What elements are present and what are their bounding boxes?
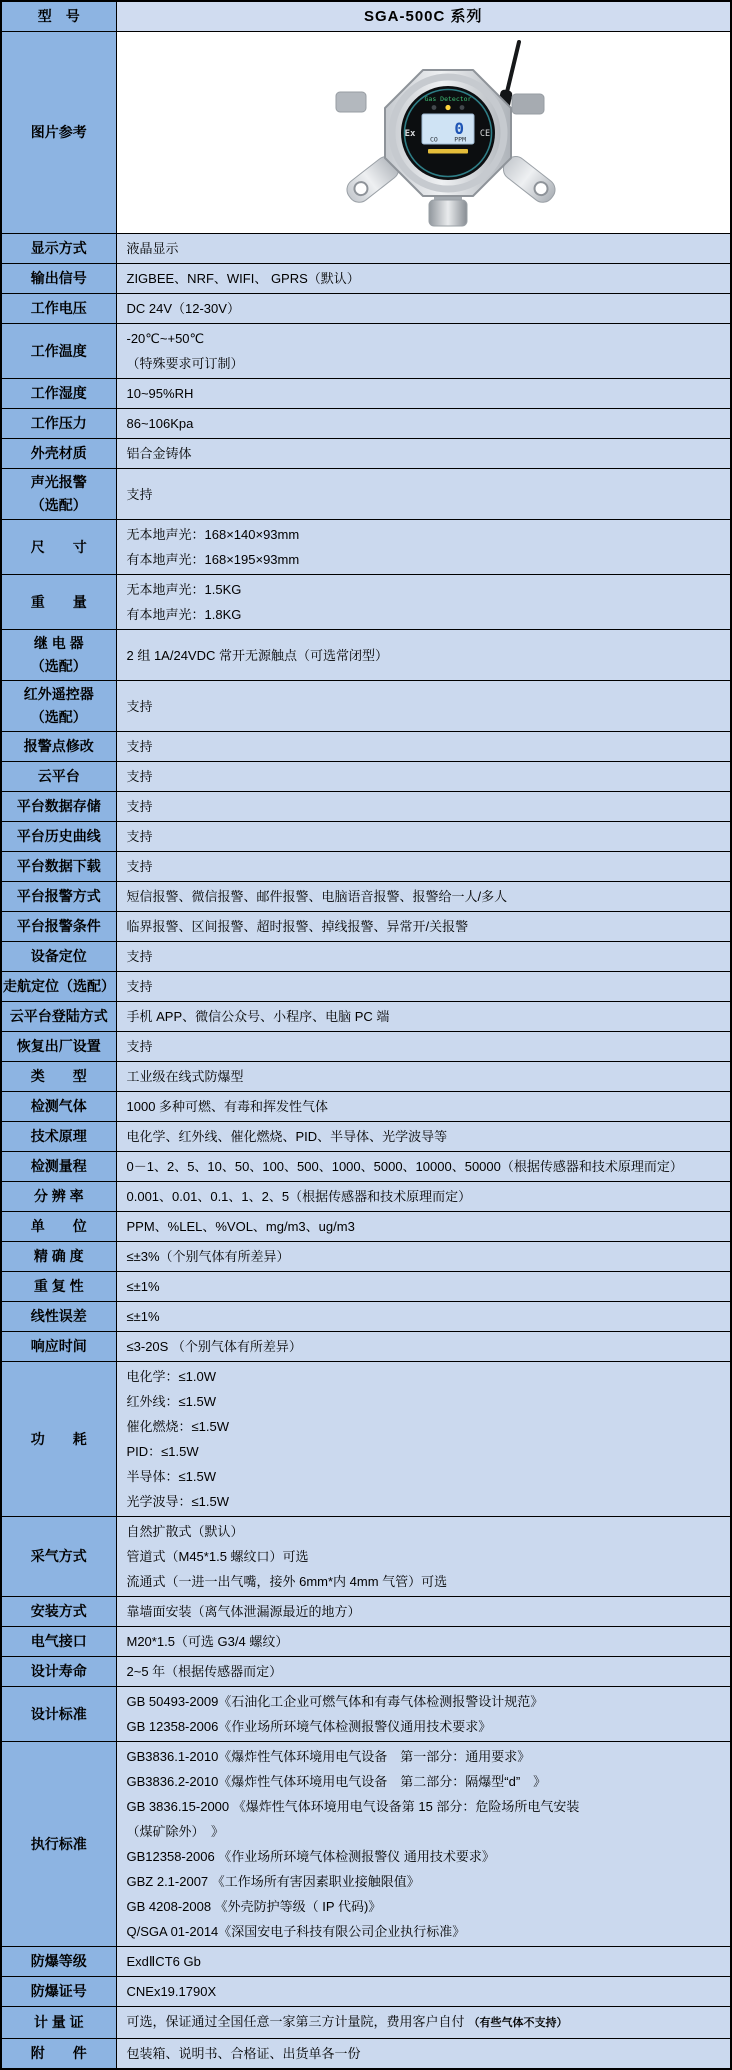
spec-value: [116, 439, 731, 469]
device-brand-label: Gas Detector: [424, 95, 472, 103]
spec-label: [1, 409, 116, 439]
spec-label-line: 走航定位（选配）: [3, 978, 115, 994]
spec-value-line: ≤±1%: [126, 1279, 160, 1294]
spec-label-line: 外壳材质: [30, 445, 87, 461]
spec-value: [116, 234, 731, 264]
table-row: [1, 1597, 731, 1627]
spec-label: [1, 1, 116, 32]
spec-value-line: 2~5 年（根据传感器而定）: [126, 1664, 283, 1679]
spec-value-line: 靠墙面安装（离气体泄漏源最近的地方）: [126, 1604, 361, 1619]
spec-value: [116, 1332, 731, 1362]
spec-label-line: 声光报警: [30, 474, 87, 490]
spec-label: [1, 1062, 116, 1092]
table-row: [1, 822, 731, 852]
spec-value: [116, 1152, 731, 1182]
spec-value-line: 10~95%RH: [126, 386, 194, 401]
spec-value: [116, 942, 731, 972]
spec-value: [116, 379, 731, 409]
spec-value: [116, 882, 731, 912]
spec-label-line: （选配）: [30, 709, 87, 725]
spec-value-line: 86~106Kpa: [126, 416, 194, 431]
gas-name-label: CO: [430, 135, 439, 144]
table-row: [1, 575, 731, 630]
spec-value: [116, 1002, 731, 1032]
spec-value-line: 支持: [126, 486, 153, 502]
spec-value: [116, 294, 731, 324]
spec-value-line: DC 24V（12-30V）: [126, 301, 240, 316]
spec-label: [1, 792, 116, 822]
table-row: [1, 294, 731, 324]
spec-value: [116, 762, 731, 792]
spec-label-line: 分 辨 率: [33, 1188, 84, 1204]
spec-label: [1, 294, 116, 324]
spec-label-line: 继 电 器: [33, 635, 84, 651]
spec-value-line: CNEx19.1790X: [126, 1984, 217, 1999]
spec-label: [1, 324, 116, 379]
spec-label: [1, 379, 116, 409]
table-row: [1, 409, 731, 439]
table-row: [1, 762, 731, 792]
spec-label: [1, 1212, 116, 1242]
spec-value-line: GB3836.2-2010《爆炸性气体环境用电气设备 第二部分：隔爆型“d” 》: [126, 1774, 547, 1789]
spec-value: [116, 1627, 731, 1657]
spec-label: [1, 1742, 116, 1947]
spec-value-line: ZIGBEE、NRF、WIFI、 GPRS（默认）: [126, 271, 360, 286]
spec-label-line: 工作温度: [30, 342, 87, 359]
spec-label: [1, 1182, 116, 1212]
spec-label: [1, 1947, 116, 1977]
table-row: [1, 1302, 731, 1332]
spec-value: [116, 2007, 731, 2039]
gas-unit-label: PPM: [454, 135, 467, 144]
spec-value: [116, 1272, 731, 1302]
table-row: [1, 1687, 731, 1742]
spec-label-line: 工作电压: [30, 300, 87, 316]
spec-value-line: 无本地声光：1.5KG: [126, 582, 242, 597]
spec-value-line: 支持: [126, 829, 153, 844]
spec-label-line: 输出信号: [30, 270, 87, 286]
spec-value-line: 支持: [126, 799, 153, 814]
spec-label-line: 平台数据存储: [16, 798, 101, 814]
table-row: [1, 264, 731, 294]
spec-value: [116, 1122, 731, 1152]
gas-reading: 0: [454, 119, 465, 138]
spec-value-line: GB12358-2006 《作业场所环境气体检测报警仪 通用技术要求》: [126, 1849, 495, 1864]
spec-value: [116, 1517, 731, 1597]
spec-label: [1, 469, 116, 520]
spec-label: [1, 1362, 116, 1517]
spec-value-line: （煤矿除外） 》: [126, 1824, 225, 1839]
spec-label: [1, 630, 116, 681]
spec-label: [1, 1977, 116, 2007]
spec-label-line: 单 位: [30, 1218, 87, 1234]
cable-gland-right: [512, 94, 544, 114]
spec-value: [116, 575, 731, 630]
spec-label: [1, 1302, 116, 1332]
table-row: [1, 1517, 731, 1597]
value-note: （有些气体不支持）: [468, 2017, 568, 2029]
spec-label: [1, 575, 116, 630]
spec-label: [1, 1272, 116, 1302]
spec-value-line: 无本地声光：168×140×93mm: [126, 527, 300, 542]
table-row: [1, 1032, 731, 1062]
spec-value-line: 电化学：≤1.0W: [126, 1369, 216, 1384]
spec-value: [116, 1597, 731, 1627]
table-row: [1, 379, 731, 409]
spec-label-line: 防爆证号: [30, 1983, 87, 1999]
table-row: [1, 1182, 731, 1212]
spec-label: [1, 852, 116, 882]
spec-label-line: 采气方式: [30, 1548, 87, 1564]
spec-label-line: 响应时间: [30, 1338, 87, 1354]
spec-value-line: 短信报警、微信报警、邮件报警、电脑语音报警、报警给一人/多人: [126, 889, 508, 904]
spec-value: [116, 1742, 731, 1947]
spec-value-line: 支持: [126, 769, 153, 784]
spec-value-line: 支持: [126, 739, 153, 754]
spec-value: [116, 324, 731, 379]
power-led: [446, 105, 451, 110]
table-row: [1, 882, 731, 912]
spec-label: [1, 1687, 116, 1742]
spec-label-line: 重 复 性: [33, 1278, 84, 1294]
spec-value-line: 2 组 1A/24VDC 常开无源触点（可选常闭型）: [126, 647, 388, 663]
spec-label-line: 计 量 证: [33, 2014, 84, 2030]
spec-label: [1, 942, 116, 972]
spec-value: [116, 469, 731, 520]
spec-label-line: 设计寿命: [30, 1663, 87, 1679]
spec-label: [1, 681, 116, 732]
cable-gland-left: [336, 92, 366, 112]
spec-value: [116, 1657, 731, 1687]
spec-label: [1, 882, 116, 912]
spec-value-line: 铝合金铸体: [126, 446, 192, 461]
fault-led: [460, 105, 465, 110]
spec-value: [116, 2039, 731, 2070]
table-row: [1, 1122, 731, 1152]
spec-value-line: 有本地声光：168×195×93mm: [126, 552, 300, 567]
spec-label: [1, 1122, 116, 1152]
spec-value: [116, 32, 731, 234]
spec-value-line: 催化燃烧：≤1.5W: [126, 1419, 229, 1434]
spec-label: [1, 32, 116, 234]
table-row: [1, 1947, 731, 1977]
spec-value-line: SGA-500C 系列: [363, 8, 483, 25]
spec-label-line: （选配）: [30, 658, 87, 674]
spec-label-line: 防爆等级: [30, 1953, 87, 1969]
spec-value: [116, 972, 731, 1002]
spec-label: [1, 1597, 116, 1627]
spec-value-line: GB 12358-2006《作业场所环境气体检测报警仪通用技术要求》: [126, 1719, 492, 1734]
table-row: [1, 1242, 731, 1272]
spec-value: [116, 1032, 731, 1062]
spec-label: [1, 912, 116, 942]
spec-value: [116, 1182, 731, 1212]
spec-value-line: 支持: [126, 698, 153, 714]
spec-label-line: 平台报警条件: [16, 918, 101, 934]
ce-mark: CE: [480, 129, 491, 139]
table-row: [1, 972, 731, 1002]
spec-value-line: ≤±3%（个别气体有所差异）: [126, 1249, 290, 1264]
table-row: [1, 324, 731, 379]
spec-value: [116, 792, 731, 822]
table-row: [1, 1212, 731, 1242]
spec-value-line: 光学波导：≤1.5W: [126, 1494, 229, 1509]
spec-label-line: 重 量: [30, 593, 87, 610]
spec-value: [116, 409, 731, 439]
spec-value-line: M20*1.5（可选 G3/4 螺纹）: [126, 1634, 289, 1649]
spec-value: [116, 520, 731, 575]
spec-value-line: 支持: [126, 859, 153, 874]
spec-value-line: 自然扩散式（默认）: [126, 1524, 244, 1539]
spec-label-line: 类 型: [30, 1068, 87, 1084]
table-row: [1, 1627, 731, 1657]
spec-label-line: 电气接口: [30, 1633, 87, 1649]
spec-label-line: 云平台: [37, 768, 80, 784]
table-row: [1, 942, 731, 972]
spec-label: [1, 234, 116, 264]
spec-value-line: PPM、%LEL、%VOL、mg/m3、ug/m3: [126, 1219, 355, 1234]
gas-detector-image: [306, 34, 596, 228]
spec-value: [116, 1212, 731, 1242]
spec-value: [116, 1242, 731, 1272]
spec-label-line: 精 确 度: [33, 1248, 84, 1264]
spec-label-line: 显示方式: [30, 240, 87, 256]
spec-value-line: ≤±1%: [126, 1309, 160, 1324]
table-row: [1, 1977, 731, 2007]
spec-label-line: 技术原理: [30, 1128, 87, 1144]
table-row: [1, 2039, 731, 2070]
spec-label: [1, 732, 116, 762]
spec-value-line: 管道式（M45*1.5 螺纹口）可选: [126, 1549, 309, 1564]
spec-value-line: ≤3-20S （个别气体有所差异）: [126, 1339, 302, 1354]
spec-label-line: 设备定位: [30, 948, 87, 964]
table-row: [1, 1657, 731, 1687]
spec-label: [1, 822, 116, 852]
spec-value-line: GB 3836.15-2000 《爆炸性气体环境用电气设备第 15 部分：危险场所电气安装: [126, 1799, 580, 1814]
spec-label: [1, 1092, 116, 1122]
spec-value-line: 1000 多种可燃、有毒和挥发性气体: [126, 1099, 329, 1114]
table-row: [1, 681, 731, 732]
spec-label-line: 红外遥控器: [23, 686, 94, 702]
spec-label: [1, 1152, 116, 1182]
spec-label-line: 报警点修改: [23, 738, 94, 754]
spec-value-line: 包装箱、说明书、合格证、出货单各一份: [126, 2046, 361, 2061]
spec-value-line: 临界报警、区间报警、超时报警、掉线报警、异常开/关报警: [126, 919, 469, 934]
status-strip: [428, 149, 468, 154]
spec-value: [116, 1092, 731, 1122]
spec-value-line: 液晶显示: [126, 241, 179, 256]
spec-value-line: -20℃~+50℃: [126, 331, 205, 346]
table-row: [1, 1152, 731, 1182]
spec-value-line: ExdⅡCT6 Gb: [126, 1954, 201, 1969]
spec-label-line: 工作湿度: [30, 385, 87, 401]
spec-label-line: 检测气体: [30, 1098, 87, 1114]
spec-label: [1, 972, 116, 1002]
spec-label: [1, 1627, 116, 1657]
spec-label-line: 尺 寸: [30, 538, 87, 555]
table-row: [1, 852, 731, 882]
table-row: [1, 1362, 731, 1517]
table-row: [1, 1272, 731, 1302]
spec-value-line: 可选，保证通过全国任意一家第三方计量院，费用客户自付 （有些气体不支持）: [126, 2014, 568, 2029]
spec-label-line: 恢复出厂设置: [16, 1038, 101, 1054]
spec-value-line: 手机 APP、微信公众号、小程序、电脑 PC 端: [126, 1009, 390, 1024]
spec-value-line: 0.001、0.01、0.1、1、2、5（根据传感器和技术原理而定）: [126, 1189, 472, 1204]
alarm-led: [432, 105, 437, 110]
spec-label-line: 云平台登陆方式: [9, 1008, 108, 1024]
spec-label-line: 执行标准: [30, 1835, 87, 1852]
table-row: [1, 1002, 731, 1032]
spec-label-line: 安装方式: [30, 1603, 87, 1619]
sensor-tube: [429, 200, 467, 226]
spec-value-line: 0－1、2、5、10、50、100、500、1000、5000、10000、50000（根据传感器和技术原理而定）: [126, 1159, 683, 1174]
spec-value-line: 工业级在线式防爆型: [126, 1069, 244, 1084]
spec-value-line: GB 4208-2008 《外壳防护等级（ IP 代码)》: [126, 1899, 382, 1914]
spec-value: [116, 1947, 731, 1977]
spec-value-line: 有本地声光：1.8KG: [126, 607, 242, 622]
table-row: [1, 912, 731, 942]
spec-label-line: 附 件: [30, 2045, 87, 2061]
spec-value: [116, 1062, 731, 1092]
spec-label-line: 检测量程: [30, 1158, 87, 1174]
spec-value: [116, 1687, 731, 1742]
spec-label-line: 型 号: [37, 8, 80, 24]
spec-label: [1, 1657, 116, 1687]
spec-value: [116, 1362, 731, 1517]
spec-label-line: 平台报警方式: [16, 888, 101, 904]
spec-value: [116, 630, 731, 681]
product-photo: [306, 34, 596, 231]
spec-value-line: 流通式（一进一出气嘴，接外 6mm*内 4mm 气管）可选: [126, 1574, 448, 1589]
table-row: [1, 1092, 731, 1122]
spec-value: [116, 1977, 731, 2007]
spec-value: [116, 1, 731, 32]
spec-value-line: 支持: [126, 949, 153, 964]
table-row: [1, 732, 731, 762]
table-row: [1, 1742, 731, 1947]
table-row: [1, 630, 731, 681]
spec-label-line: 设计标准: [30, 1705, 87, 1722]
spec-label: [1, 520, 116, 575]
table-row: [1, 1332, 731, 1362]
spec-value: [116, 681, 731, 732]
table-row: [1, 2007, 731, 2039]
spec-value-line: （特殊要求可订制）: [126, 356, 244, 371]
spec-value-line: Q/SGA 01-2014《深国安电子科技有限公司企业执行标准》: [126, 1924, 466, 1939]
spec-label-line: 线性误差: [30, 1308, 87, 1324]
spec-label: [1, 264, 116, 294]
table-row: [1, 1, 731, 32]
table-row: [1, 792, 731, 822]
spec-value-line: 支持: [126, 1039, 153, 1054]
spec-value-line: 电化学、红外线、催化燃烧、PID、半导体、光学波导等: [126, 1129, 448, 1144]
table-row: [1, 469, 731, 520]
spec-label: [1, 1032, 116, 1062]
table-row: [1, 520, 731, 575]
spec-value-line: 支持: [126, 979, 153, 994]
spec-label-line: 平台数据下载: [16, 858, 101, 874]
spec-label: [1, 1242, 116, 1272]
spec-value: [116, 732, 731, 762]
spec-label-line: 图片参考: [30, 124, 87, 140]
table-row: [1, 439, 731, 469]
spec-table-body: [1, 1, 731, 2069]
spec-value-line: GBZ 2.1-2007 《工作场所有害因素职业接触限值》: [126, 1874, 420, 1889]
spec-value: [116, 1302, 731, 1332]
spec-value: [116, 912, 731, 942]
spec-value-line: 半导体：≤1.5W: [126, 1469, 216, 1484]
spec-value: [116, 852, 731, 882]
spec-value: [116, 822, 731, 852]
spec-label: [1, 762, 116, 792]
spec-label-line: 工作压力: [30, 415, 87, 431]
spec-label: [1, 439, 116, 469]
spec-value-line: PID：≤1.5W: [126, 1444, 199, 1459]
spec-label: [1, 1002, 116, 1032]
table-row: [1, 234, 731, 264]
table-row: [1, 1062, 731, 1092]
spec-label: [1, 2039, 116, 2070]
table-row: [1, 32, 731, 234]
spec-label-line: 平台历史曲线: [16, 828, 101, 844]
spec-label: [1, 2007, 116, 2039]
spec-value: [116, 264, 731, 294]
ex-mark: Ex: [404, 129, 416, 139]
spec-label: [1, 1517, 116, 1597]
spec-value-line: 红外线：≤1.5W: [126, 1394, 216, 1409]
spec-label-line: 功 耗: [30, 1430, 87, 1447]
spec-label-line: （选配）: [30, 497, 87, 513]
spec-value-line: GB 50493-2009《石油化工企业可燃气体和有毒气体检测报警设计规范》: [126, 1694, 544, 1709]
spec-label: [1, 1332, 116, 1362]
spec-value-line: GB3836.1-2010《爆炸性气体环境用电气设备 第一部分：通用要求》: [126, 1749, 531, 1764]
